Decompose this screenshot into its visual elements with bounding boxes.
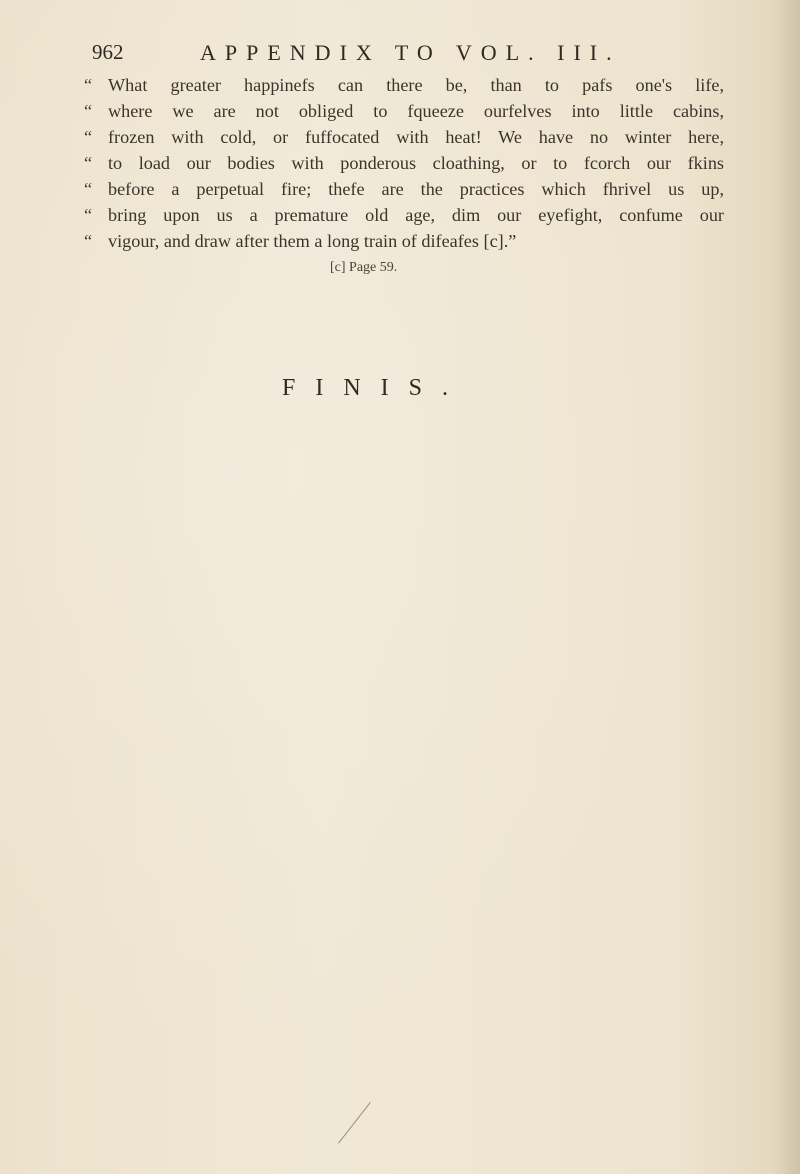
text-line	[84, 228, 724, 254]
text-line	[84, 124, 724, 150]
text-line	[84, 72, 724, 98]
page-edge-shadow	[772, 0, 800, 1174]
text-line	[84, 98, 724, 124]
finis-heading: FINIS.	[282, 375, 469, 401]
footnote: [c] Page 59.	[330, 260, 398, 275]
quoted-paragraph	[84, 72, 724, 254]
text-line	[84, 176, 724, 202]
quote-mark: “	[84, 231, 93, 251]
quote-mark: “	[84, 153, 93, 173]
line-text: frozen with cold, or fuffocated with heat! We have no winter here,	[108, 127, 724, 147]
running-title: APPENDIX TO VOL. III.	[200, 40, 621, 65]
text-line	[84, 202, 724, 228]
text-line	[84, 150, 724, 176]
quote-mark: “	[84, 127, 93, 147]
line-text: vigour, and draw after them a long train of difeafes [c].”	[108, 231, 517, 251]
line-text: What greater happinefs can there be, than to pafs one's life,	[108, 75, 724, 95]
quote-mark: “	[84, 101, 93, 121]
running-head	[92, 40, 732, 68]
line-text: bring upon us a premature old age, dim our eyefight, confume our	[108, 205, 724, 225]
quote-mark: “	[84, 75, 93, 95]
page-number: 962	[92, 40, 124, 64]
stray-pen-mark	[338, 1102, 371, 1144]
line-text: before a perpetual fire; thefe are the practices which fhrivel us up,	[108, 179, 724, 199]
line-text: where we are not obliged to fqueeze ourfelves into little cabins,	[108, 101, 724, 121]
quote-mark: “	[84, 179, 93, 199]
quote-mark: “	[84, 205, 93, 225]
line-text: to load our bodies with ponderous cloathing, or to fcorch our fkins	[108, 153, 724, 173]
